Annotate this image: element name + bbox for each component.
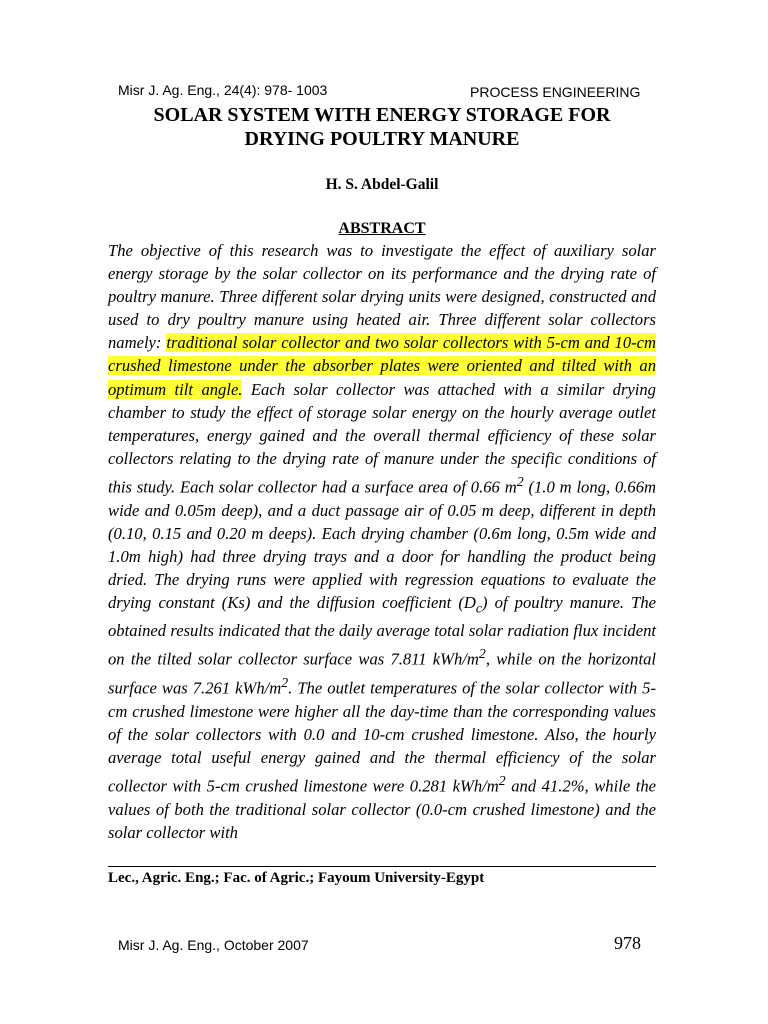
abstract-text-2: Each solar collector was attached with a similar drying chamber to study the effect of storage solar energy on the hourly average outlet temperatures, energy gained and the overall thermal efficiency of these solar collectors relating to the drying rate of manure under the specific conditions of this study. Each solar collector had a surface area of 0.66 m [108, 379, 656, 497]
superscript-2: 2 [478, 646, 486, 662]
highlighted-text: traditional solar collector and two solar collectors with 5-cm and 10-cm crushed limestone under the absorber plates were oriented and tilted with an optimum tilt angle. [108, 333, 656, 399]
subscript-c: c [475, 600, 482, 616]
running-header-journal: Misr J. Ag. Eng., 24(4): 978- 1003 [118, 82, 328, 98]
abstract-body [108, 239, 656, 844]
abstract-text-3: (1.0 m long, 0.66m wide and 0.05m deep), and a duct passage air of 0.05 m deep, different in depth (0.10, 0.15 and 0.20 m deeps). Each drying chamber (0.6m long, 0.5m wide and 1.0m high) had three drying trays and a door for handling the product being dried. The drying runs were applied with regression equations to evaluate the drying constant (Ks) and the diffusion coefficient (D [108, 477, 656, 612]
footer-journal: Misr J. Ag. Eng., October 2007 [118, 937, 309, 953]
superscript-2: 2 [516, 473, 524, 489]
abstract-text-4: ) of poultry manure. The obtained results indicated that the daily average total solar radiation flux incident on the tilted solar collector surface was 7.811 kWh/m [108, 592, 656, 669]
abstract-heading: ABSTRACT [338, 220, 426, 237]
paper-title [100, 103, 664, 151]
author-name: H. S. Abdel-Galil [325, 176, 439, 193]
author-affiliation-footnote: Lec., Agric. Eng.; Fac. of Agric.; Fayoum University-Egypt [108, 870, 485, 886]
abstract-text-1: The objective of this research was to investigate the effect of auxiliary solar energy storage by the solar collector on its performance and the drying rate of poultry manure. Three different solar drying units were designed, constructed and used to dry poultry manure using heated air. Three different solar collectors namely: [108, 241, 656, 353]
footnote-divider [108, 866, 656, 867]
abstract-text-5: , while on the horizontal surface was 7.261 kWh/m [108, 649, 656, 698]
abstract-text-7: and 41.2%, while the values of both the traditional solar collector (0.0-cm crushed limestone) and the solar collector with [108, 776, 657, 842]
paper-title-line-1: SOLAR SYSTEM WITH ENERGY STORAGE FOR [153, 104, 611, 126]
superscript-2: 2 [281, 675, 289, 691]
paper-title-line-2: DRYING POULTRY MANURE [244, 128, 520, 150]
abstract-text-6: . The outlet temperatures of the solar collector with 5-cm crushed limestone were higher all the day-time than the corresponding values of the solar collectors with 0.0 and 10-cm crushed limestone. Also, the hourly average total useful energy gained and the thermal efficiency of the solar collector with 5-cm crushed limestone were 0.281 kWh/m [108, 678, 656, 796]
page-number: 978 [614, 933, 641, 953]
superscript-2: 2 [498, 772, 506, 788]
running-header-section: PROCESS ENGINEERING [470, 84, 641, 100]
